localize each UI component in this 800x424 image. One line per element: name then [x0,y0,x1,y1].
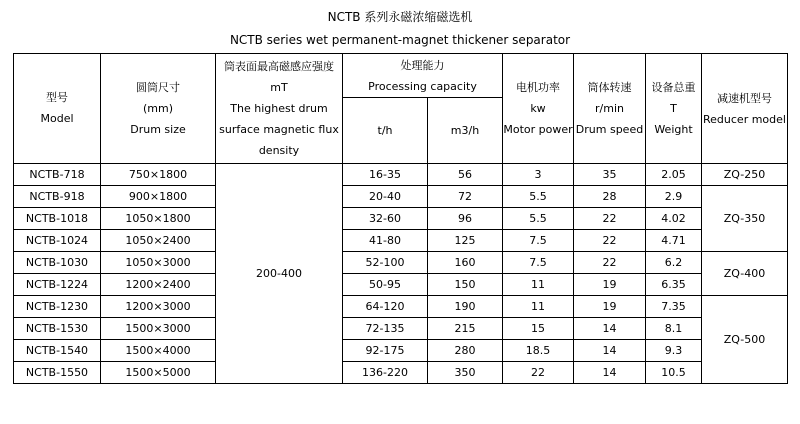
cell-model: NCTB-1018 [14,208,101,230]
header-drum-size-cn: 圆筒尺寸 [136,81,180,94]
cell-model: NCTB-1024 [14,230,101,252]
cell-th: 20-40 [343,186,428,208]
cell-power: 18.5 [503,340,574,362]
header-model-cn: 型号 [46,91,68,104]
cell-weight: 8.1 [646,318,702,340]
header-speed-cn: 筒体转速 [587,81,632,94]
header-capacity [343,54,503,98]
cell-power: 5.5 [503,208,574,230]
header-model-en: Model [40,112,74,125]
cell-m3h: 190 [428,296,503,318]
cell-drum: 1050×3000 [101,252,216,274]
cell-weight: 2.9 [646,186,702,208]
cell-power: 11 [503,274,574,296]
cell-power: 11 [503,296,574,318]
cell-model: NCTB-918 [14,186,101,208]
header-weight [646,54,702,164]
cell-power: 22 [503,362,574,384]
table-row [14,208,788,230]
page-title-en: NCTB series wet permanent-magnet thickener separator [229,33,571,47]
cell-th: 16-35 [343,164,428,186]
header-capacity-en: Processing capacity [368,79,477,93]
header-field-en-3: density [258,144,300,157]
cell-speed: 14 [574,318,646,340]
cell-m3h: 56 [428,164,503,186]
cell-m3h: 72 [428,186,503,208]
cell-m3h: 215 [428,318,503,340]
header-capacity-cn: 处理能力 [400,58,445,72]
header-field-en-1: The highest drum [230,102,328,115]
cell-speed: 22 [574,252,646,274]
cell-drum: 1500×3000 [101,318,216,340]
table-row [14,362,788,384]
cell-reducer: ZQ-500 [702,296,788,384]
header-drum-size-unit: (mm) [142,102,173,115]
header-speed-en: Drum speed [575,123,644,136]
cell-speed: 22 [574,230,646,252]
table-row [14,274,788,296]
cell-reducer: ZQ-250 [702,164,788,186]
cell-weight: 4.71 [646,230,702,252]
cell-weight: 6.2 [646,252,702,274]
cell-th: 136-220 [343,362,428,384]
table-row [14,340,788,362]
cell-model: NCTB-1550 [14,362,101,384]
table-row [14,318,788,340]
table-body [14,54,788,384]
header-reducer-en: Reducer model [703,112,786,126]
cell-field-value: 200-400 [216,164,343,384]
table-row [14,230,788,252]
header-power-unit: kw [530,102,546,115]
cell-power: 15 [503,318,574,340]
cell-model: NCTB-1530 [14,318,101,340]
cell-m3h: 160 [428,252,503,274]
header-row-top [14,54,788,98]
cell-th: 72-135 [343,318,428,340]
cell-drum: 1200×2400 [101,274,216,296]
cell-weight: 2.05 [646,164,702,186]
cell-weight: 10.5 [646,362,702,384]
cell-speed: 22 [574,208,646,230]
cell-weight: 9.3 [646,340,702,362]
cell-speed: 14 [574,362,646,384]
cell-power: 3 [503,164,574,186]
cell-model: NCTB-1030 [14,252,101,274]
cell-reducer: ZQ-350 [702,186,788,252]
cell-th: 41-80 [343,230,428,252]
header-speed-unit: r/min [595,102,624,115]
cell-weight: 7.35 [646,296,702,318]
cell-drum: 1500×4000 [101,340,216,362]
cell-speed: 19 [574,296,646,318]
cell-reducer: ZQ-400 [702,252,788,296]
header-speed [574,54,646,164]
header-field-unit: mT [270,81,288,94]
header-power [503,54,574,164]
header-weight-unit: T [670,102,677,115]
cell-drum: 1050×2400 [101,230,216,252]
header-m3h: m3/h [428,98,503,164]
cell-th: 52-100 [343,252,428,274]
header-reducer [702,54,788,164]
header-weight-cn: 设备总重 [651,81,696,94]
header-field [216,54,343,164]
cell-th: 50-95 [343,274,428,296]
cell-m3h: 280 [428,340,503,362]
cell-weight: 6.35 [646,274,702,296]
header-model [14,54,101,164]
cell-drum: 1200×3000 [101,296,216,318]
cell-power: 7.5 [503,230,574,252]
cell-m3h: 96 [428,208,503,230]
spec-table [13,53,788,384]
cell-power: 7.5 [503,252,574,274]
page-title-cn: NCTB 系列永磁浓缩磁选机 [327,10,473,24]
cell-th: 32-60 [343,208,428,230]
cell-model: NCTB-1224 [14,274,101,296]
cell-drum: 1050×1800 [101,208,216,230]
cell-speed: 19 [574,274,646,296]
cell-model: NCTB-718 [14,164,101,186]
cell-speed: 35 [574,164,646,186]
header-th: t/h [343,98,428,164]
cell-drum: 900×1800 [101,186,216,208]
cell-model: NCTB-1230 [14,296,101,318]
header-power-en: Motor power [503,123,573,136]
cell-m3h: 125 [428,230,503,252]
cell-speed: 14 [574,340,646,362]
table-row [14,164,788,186]
cell-model: NCTB-1540 [14,340,101,362]
cell-drum: 750×1800 [101,164,216,186]
table-row [14,296,788,318]
cell-weight: 4.02 [646,208,702,230]
cell-m3h: 150 [428,274,503,296]
table-row [14,186,788,208]
header-field-en-2: surface magnetic flux [219,123,339,136]
header-power-cn: 电机功率 [516,81,560,94]
header-drum-size-en: Drum size [130,123,186,136]
header-field-cn: 筒表面最高磁感应强度 [224,60,334,73]
cell-speed: 28 [574,186,646,208]
cell-m3h: 350 [428,362,503,384]
table-row [14,252,788,274]
header-reducer-cn: 减速机型号 [717,91,772,105]
header-weight-en: Weight [654,123,693,136]
cell-drum: 1500×5000 [101,362,216,384]
header-drum-size [101,54,216,164]
cell-th: 64-120 [343,296,428,318]
cell-power: 5.5 [503,186,574,208]
cell-th: 92-175 [343,340,428,362]
